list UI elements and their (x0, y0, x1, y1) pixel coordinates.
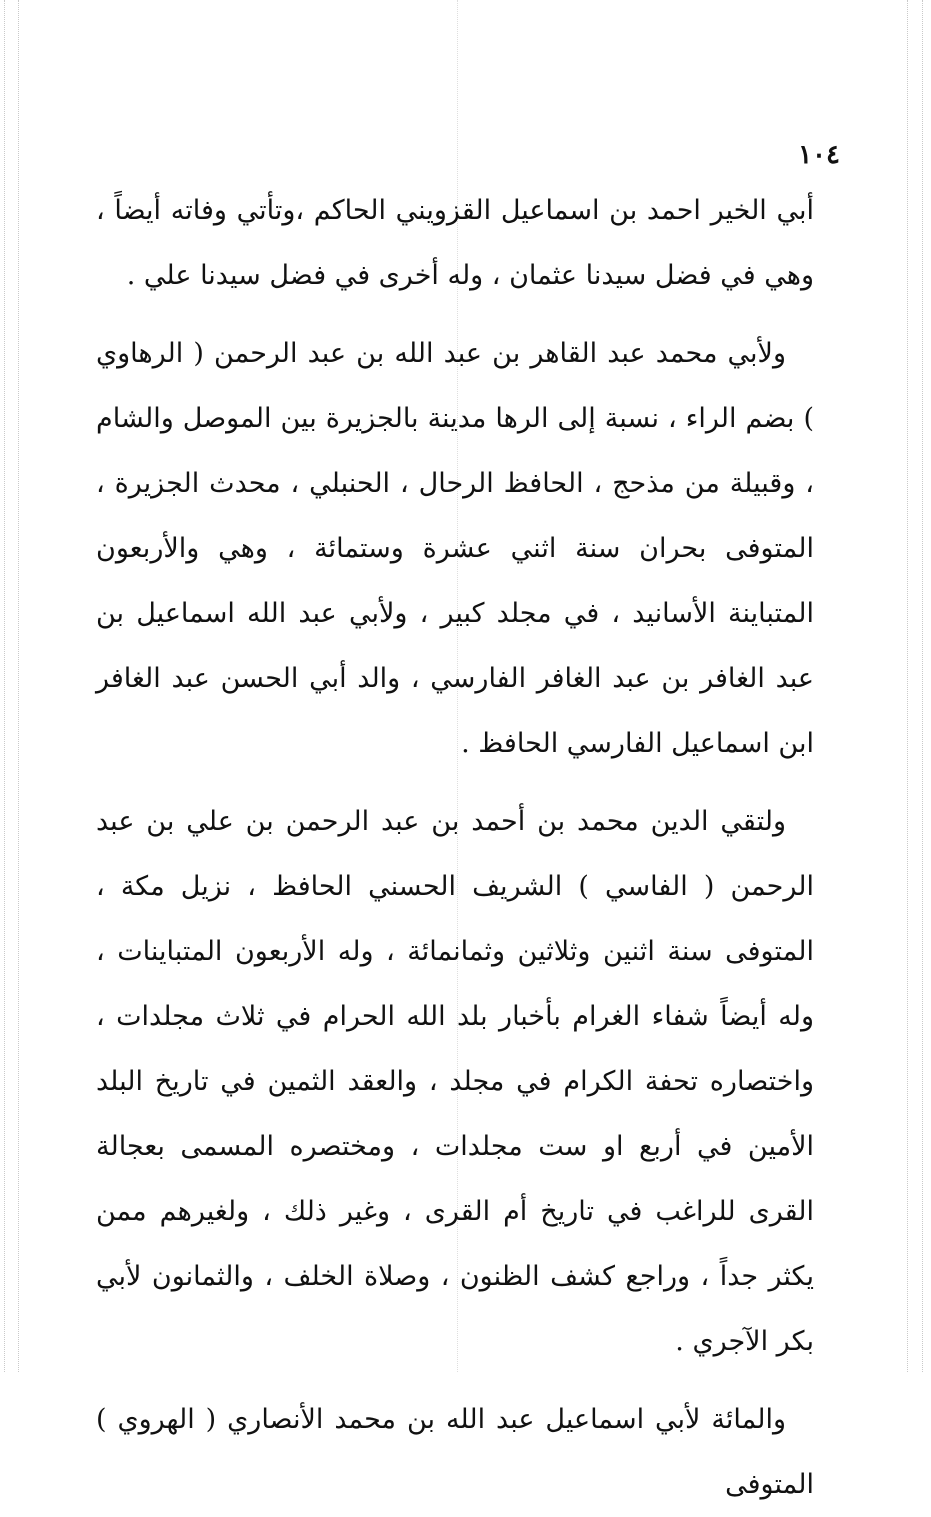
page-number: ١٠٤ (798, 140, 840, 170)
paragraph: أبي الخير احمد بن اسماعيل القزويني الحاكم ،وتأتي وفاته أيضاً ، وهي في فضل سيدنا عثمان ، وله أخرى في فضل سيدنا علي . (96, 195, 814, 291)
scan-artifact-line (907, 0, 908, 1372)
scan-artifact-line (922, 0, 923, 1372)
scan-artifact-line (18, 0, 19, 1372)
paragraph: ولتقي الدين محمد بن أحمد بن عبد الرحمن بن علي بن عبد الرحمن ( الفاسي ) الشريف الحسني الحافظ ، نزيل مكة ، المتوفى سنة اثنين وثلاثين وثمانمائة ، وله الأربعون المتباينات ، وله أيضاً شفاء الغرام بأخبار بلد الله الحرام في ثلاث مجلدات ، واختصاره تحفة الكرام في مجلد ، والعقد الثمين في تاريخ البلد الأمين في أربع او ست مجلدات ، ومختصره المسمى بعجالة القرى للراغب في تاريخ أم القرى ، وغير ذلك ، ولغيرهم ممن يكثر جداً ، وراجع كشف الظنون ، وصلاة الخلف ، والثمانون لأبي بكر الآجري . (96, 806, 814, 1357)
paragraph: والمائة لأبي اسماعيل عبد الله بن محمد الأنصاري ( الهروي ) المتوفى (96, 1404, 814, 1500)
body-text (96, 178, 814, 1517)
scan-artifact-line (4, 0, 5, 1372)
paragraph: ولأبي محمد عبد القاهر بن عبد الله بن عبد الرحمن ( الرهاوي ) بضم الراء ، نسبة إلى الرها مدينة بالجزيرة بين الموصل والشام ، وقبيلة من مذحج ، الحافظ الرحال ، الحنبلي ، محدث الجزيرة ، المتوفى بحران سنة اثني عشرة وستمائة ، وهي والأربعون المتباينة الأسانيد ، في مجلد كبير ، ولأبي عبد الله اسماعيل بن عبد الغافر بن عبد الغافر الفارسي ، والد أبي الحسن عبد الغافر ابن اسماعيل الفارسي الحافظ . (96, 338, 814, 759)
